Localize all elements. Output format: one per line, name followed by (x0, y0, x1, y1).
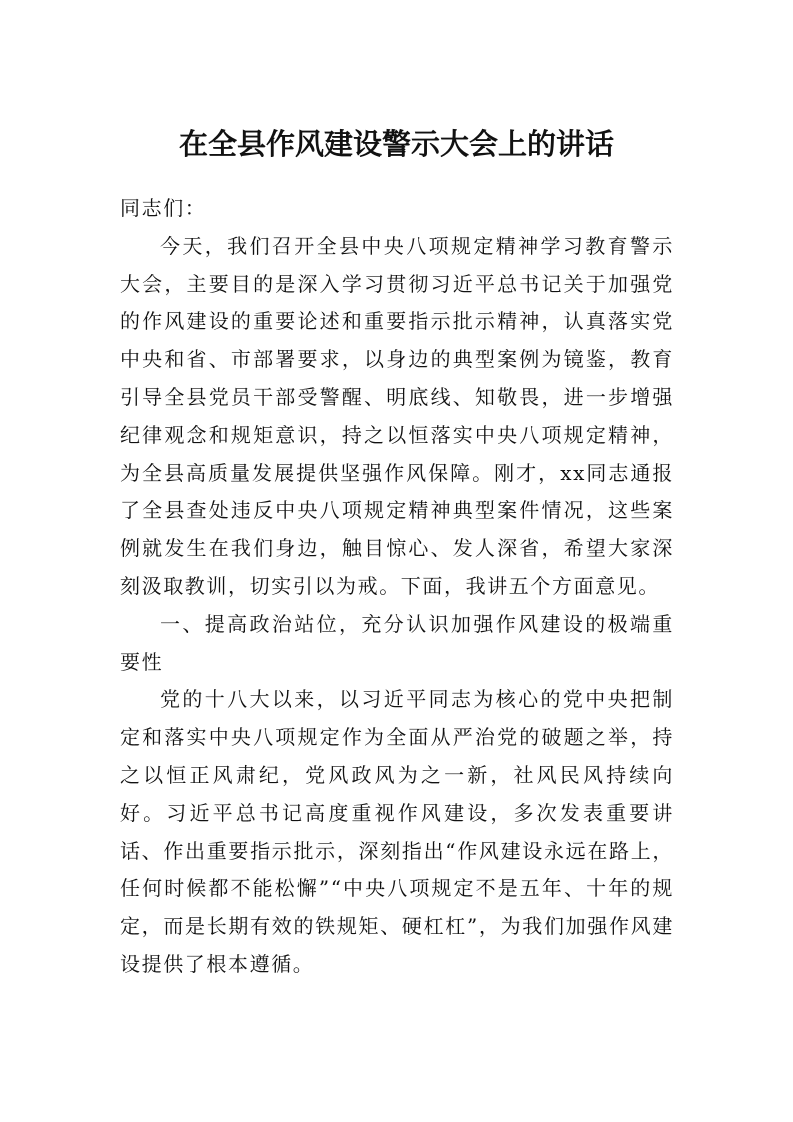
document-title: 在全县作风建设警示大会上的讲话 (178, 127, 614, 161)
paragraph-section-1: 党的十八大以来，以习近平同志为核心的党中央把制定和落实中央八项规定作为全面从严治党的破题之举，持之以恒正风肃纪，党风政风为之一新，社风民风持续向好。习近平总书记高度重视作风建设，多次发表重要讲话、作出重要指示批示，深刻指出“作风建设永远在路上，任何时候都不能松懈”“中央八项规定不是五年、十年的规定，而是长期有效的铁规矩、硬杠杠”，为我们加强作风建设提供了根本遵循。 (120, 687, 674, 976)
paragraph-opening: 今天，我们召开全县中央八项规定精神学习教育警示大会，主要目的是深入学习贯彻习近平总书记关于加强党的作风建设的重要论述和重要指示批示精神，认真落实党中央和省、市部署要求，以身边的典型案例为镜鉴，教育引导全县党员干部受警醒、明底线、知敬畏，进一步增强纪律观念和规矩意识，持之以恒落实中央八项规定精神，为全县高质量发展提供坚强作风保障。刚才，xx同志通报了全县查处违反中央八项规定精神典型案件情况，这些案例就发生在我们身边，触目惊心、发人深省，希望大家深刻汲取教训，切实引以为戒。下面，我讲五个方面意见。 (120, 233, 674, 598)
document-body (120, 190, 674, 984)
salutation: 同志们： (120, 196, 207, 220)
section-heading-1: 一、提高政治站位，充分认识加强作风建设的极端重要性 (120, 611, 674, 674)
